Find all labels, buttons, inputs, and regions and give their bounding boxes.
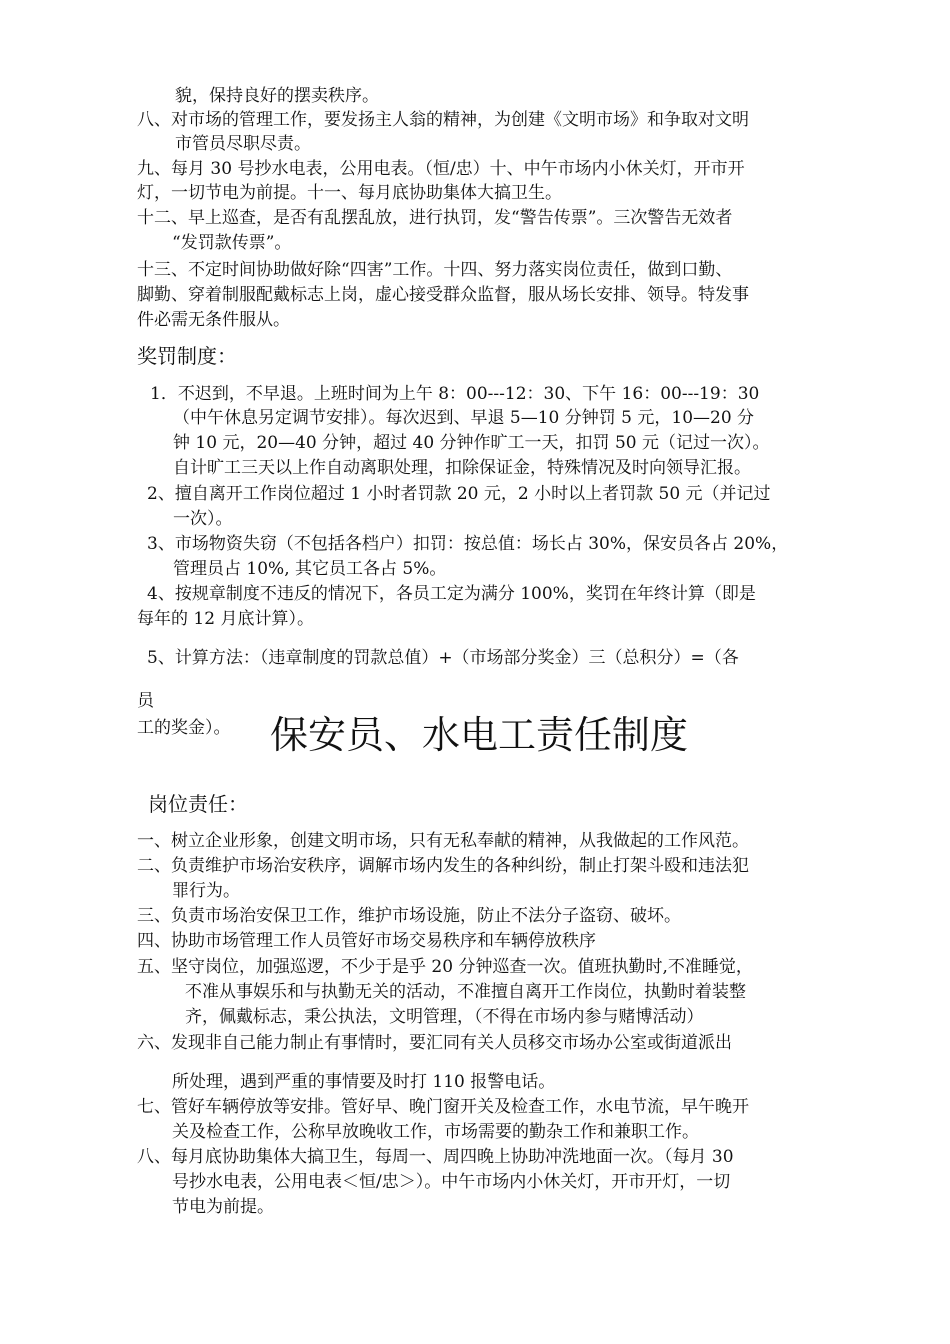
text-line: 1．不迟到，不早退。上班时间为上午 8：00---12：30、下午 16：00---19：30 [150, 384, 760, 404]
text-line: 所处理，遇到严重的事情要及时打 110 报警电话。 [172, 1072, 556, 1092]
text-line: 5、计算方法：（违章制度的罚款总值）+（市场部分奖金）三（总积分）=（各 [147, 648, 739, 668]
text-line: 十三、不定时间协助做好除“四害”工作。十四、努力落实岗位责任，做到口勤、 [137, 260, 733, 280]
text-line: 七、管好车辆停放等安排。管好早、晚门窗开关及检查工作，水电节流，早午晚开 [137, 1097, 749, 1117]
section-heading: 岗位责任： [148, 792, 248, 816]
text-line: 九、每月 30 号抄水电表，公用电表。（恒/忠）十、中午市场内小休关灯，开市开 [137, 159, 745, 179]
text-line: 脚勤、穿着制服配戴标志上岗，虚心接受群众监督，服从场长安排、领导。特发事 [137, 285, 749, 305]
text-line: 齐，佩戴标志，秉公执法，文明管理，（不得在市场内参与赌博活动） [185, 1007, 704, 1027]
text-line: 员 [137, 691, 154, 711]
text-line: 件必需无条件服从。 [137, 310, 290, 330]
text-line: 一、树立企业形象，创建文明市场，只有无私奉献的精神，从我做起的工作风范。 [137, 831, 749, 851]
text-line: “发罚款传票”。 [172, 233, 292, 253]
page-title: 保安员、水电工责任制度 [270, 713, 689, 757]
text-line: 罪行为。 [172, 881, 240, 901]
text-line: 四、协助市场管理工作人员管好市场交易秩序和车辆停放秩序 [137, 931, 596, 951]
text-line: 灯，一切节电为前提。十一、每月底协助集体大搞卫生。 [137, 183, 562, 203]
text-line: 一次）。 [173, 509, 233, 529]
text-line: 3、市场物资失窃（不包括各档户）扣罚：按总值：场长占 30%，保安员各占 20%， [147, 534, 789, 554]
text-line: 4、按规章制度不违反的情况下，各员工定为满分 100%，奖罚在年终计算（即是 [147, 584, 756, 604]
text-line: 每年的 12 月底计算）。 [137, 609, 314, 629]
text-line: 五、坚守岗位，加强巡逻，不少于是乎 20 分钟巡查一次。值班执勤时,不准睡觉， [137, 957, 753, 977]
text-line: 十二、早上巡查，是否有乱摆乱放，进行执罚，发“警告传票”。三次警告无效者 [137, 208, 733, 228]
text-line: 六、发现非自己能力制止有事情时，要汇同有关人员移交市场办公室或街道派出 [137, 1033, 732, 1053]
text-line: 三、负责市场治安保卫工作，维护市场设施，防止不法分子盗窃、破坏。 [137, 906, 681, 926]
text-line: 钟 10 元，20—40 分钟，超过 40 分钟作旷工一天，扣罚 50 元（记过一次）。 [173, 433, 770, 453]
text-line: 不准从事娱乐和与执勤无关的活动，不准擅自离开工作岗位，执勤时着装整 [185, 982, 746, 1002]
text-line: 貌，保持良好的摆卖秩序。 [175, 86, 379, 106]
text-line: 八、对市场的管理工作，要发扬主人翁的精神，为创建《文明市场》和争取对文明 [137, 110, 749, 130]
section-heading: 奖罚制度： [137, 344, 237, 368]
text-line: 市管员尽职尽责。 [175, 134, 311, 154]
text-line: 二、负责维护市场治安秩序，调解市场内发生的各种纠纷，制止打架斗殴和违法犯 [137, 856, 749, 876]
text-line: 号抄水电表，公用电表＜恒/忠＞）。中午市场内小休关灯，开市开灯，一切 [172, 1172, 731, 1192]
text-line: 自计旷工三天以上作自动离职处理，扣除保证金，特殊情况及时向领导汇报。 [173, 458, 751, 478]
text-line: 关及检查工作，公称早放晚收工作，市场需要的勤杂工作和兼职工作。 [172, 1122, 699, 1142]
text-line: 工的奖金）。 [137, 718, 231, 738]
text-line: （中午休息另定调节安排）。每次迟到、早退 5—10 分钟罚 5 元，10—20 分 [173, 408, 755, 428]
text-line: 节电为前提。 [172, 1197, 274, 1217]
text-line: 八、每月底协助集体大搞卫生，每周一、周四晚上协助冲洗地面一次。（每月 30 [137, 1147, 734, 1167]
text-line: 2、擅自离开工作岗位超过 1 小时者罚款 20 元，2 小时以上者罚款 50 元（并记过 [147, 484, 771, 504]
text-line: 管理员占 10%, 其它员工各占 5%。 [173, 559, 447, 579]
